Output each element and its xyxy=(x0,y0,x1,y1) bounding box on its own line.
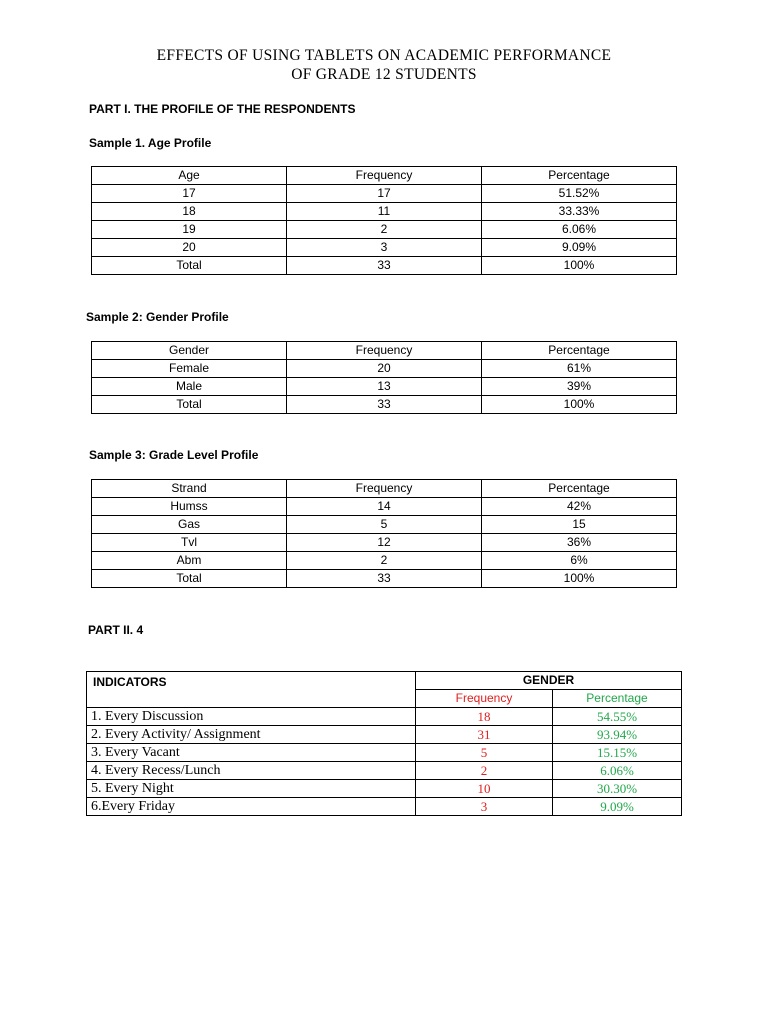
table-cell: Abm xyxy=(92,552,287,570)
table-row xyxy=(92,221,677,239)
table-cell: 51.52% xyxy=(482,185,677,203)
table-row xyxy=(92,516,677,534)
table-cell: Female xyxy=(92,360,287,378)
table-cell: 9.09% xyxy=(482,239,677,257)
table-row xyxy=(92,378,677,396)
table-cell: 17 xyxy=(287,185,482,203)
table-row xyxy=(92,360,677,378)
table-cell: Tvl xyxy=(92,534,287,552)
header-cell: Percentage xyxy=(482,342,677,360)
table-total-row xyxy=(92,396,677,414)
indicator-cell: 5. Every Night xyxy=(87,780,416,798)
indicator-cell: 2. Every Activity/ Assignment xyxy=(87,726,416,744)
table-cell: 20 xyxy=(287,360,482,378)
table-cell: 39% xyxy=(482,378,677,396)
table-cell: 33 xyxy=(287,396,482,414)
table-row xyxy=(92,534,677,552)
table-cell: Gas xyxy=(92,516,287,534)
table-row xyxy=(87,708,682,726)
table-cell: Total xyxy=(92,570,287,588)
table-cell: 3 xyxy=(287,239,482,257)
age-profile-table xyxy=(91,166,677,275)
percentage-cell: 54.55% xyxy=(553,708,682,726)
indicator-cell: 1. Every Discussion xyxy=(87,708,416,726)
table-header-row xyxy=(87,672,682,690)
gender-profile-heading: Sample 2: Gender Profile xyxy=(86,310,229,324)
table-cell: 18 xyxy=(92,203,287,221)
table-cell: 36% xyxy=(482,534,677,552)
frequency-header: Frequency xyxy=(416,690,553,708)
table-cell: 2 xyxy=(287,221,482,239)
table-cell: 33 xyxy=(287,257,482,275)
table-total-row xyxy=(92,570,677,588)
frequency-cell: 3 xyxy=(416,798,553,816)
header-cell: Gender xyxy=(92,342,287,360)
percentage-header: Percentage xyxy=(553,690,682,708)
table-cell: 13 xyxy=(287,378,482,396)
table-row xyxy=(87,726,682,744)
title-line-1: EFFECTS OF USING TABLETS ON ACADEMIC PERFORMANCE xyxy=(156,47,612,64)
table-cell: 20 xyxy=(92,239,287,257)
percentage-cell: 15.15% xyxy=(553,744,682,762)
table-row xyxy=(87,762,682,780)
indicator-cell: 4. Every Recess/Lunch xyxy=(87,762,416,780)
document-title xyxy=(0,46,768,84)
percentage-cell: 30.30% xyxy=(553,780,682,798)
table-row xyxy=(87,798,682,816)
indicator-cell: 3. Every Vacant xyxy=(87,744,416,762)
table-cell: 6% xyxy=(482,552,677,570)
frequency-cell: 31 xyxy=(416,726,553,744)
table-cell: Total xyxy=(92,396,287,414)
frequency-cell: 18 xyxy=(416,708,553,726)
table-cell: Total xyxy=(92,257,287,275)
percentage-cell: 93.94% xyxy=(553,726,682,744)
table-header-row xyxy=(92,167,677,185)
header-cell: Percentage xyxy=(482,167,677,185)
indicators-header: INDICATORS xyxy=(87,672,416,708)
table-cell: 33.33% xyxy=(482,203,677,221)
table-row xyxy=(92,239,677,257)
table-cell: Humss xyxy=(92,498,287,516)
header-cell: Frequency xyxy=(287,167,482,185)
table-row xyxy=(87,744,682,762)
table-cell: 11 xyxy=(287,203,482,221)
part2-heading: PART II. 4 xyxy=(88,623,144,637)
table-cell: 17 xyxy=(92,185,287,203)
grade-profile-table xyxy=(91,479,677,588)
header-cell: Percentage xyxy=(482,480,677,498)
age-profile-heading: Sample 1. Age Profile xyxy=(89,136,212,150)
table-row xyxy=(92,203,677,221)
table-cell: 33 xyxy=(287,570,482,588)
table-cell: 100% xyxy=(482,570,677,588)
gender-profile-table xyxy=(91,341,677,414)
percentage-cell: 6.06% xyxy=(553,762,682,780)
table-header-row xyxy=(92,342,677,360)
table-cell: 61% xyxy=(482,360,677,378)
table-row xyxy=(92,185,677,203)
indicator-cell: 6.Every Friday xyxy=(87,798,416,816)
indicators-table xyxy=(86,671,682,816)
table-total-row xyxy=(92,257,677,275)
table-cell: 2 xyxy=(287,552,482,570)
part1-heading: PART I. THE PROFILE OF THE RESPONDENTS xyxy=(89,102,356,116)
header-cell: Frequency xyxy=(287,480,482,498)
table-cell: 5 xyxy=(287,516,482,534)
table-cell: Male xyxy=(92,378,287,396)
table-cell: 14 xyxy=(287,498,482,516)
table-cell: 100% xyxy=(482,257,677,275)
table-row xyxy=(92,552,677,570)
table-cell: 19 xyxy=(92,221,287,239)
frequency-cell: 5 xyxy=(416,744,553,762)
table-cell: 100% xyxy=(482,396,677,414)
table-row xyxy=(87,780,682,798)
table-cell: 42% xyxy=(482,498,677,516)
table-header-row xyxy=(92,480,677,498)
header-cell: Age xyxy=(92,167,287,185)
gender-group-header: GENDER xyxy=(416,672,682,690)
frequency-cell: 10 xyxy=(416,780,553,798)
frequency-cell: 2 xyxy=(416,762,553,780)
table-cell: 6.06% xyxy=(482,221,677,239)
table-cell: 15 xyxy=(482,516,677,534)
title-line-2: OF GRADE 12 STUDENTS xyxy=(291,66,477,83)
percentage-cell: 9.09% xyxy=(553,798,682,816)
grade-profile-heading: Sample 3: Grade Level Profile xyxy=(89,448,259,462)
header-cell: Frequency xyxy=(287,342,482,360)
table-cell: 12 xyxy=(287,534,482,552)
table-row xyxy=(92,498,677,516)
header-cell: Strand xyxy=(92,480,287,498)
